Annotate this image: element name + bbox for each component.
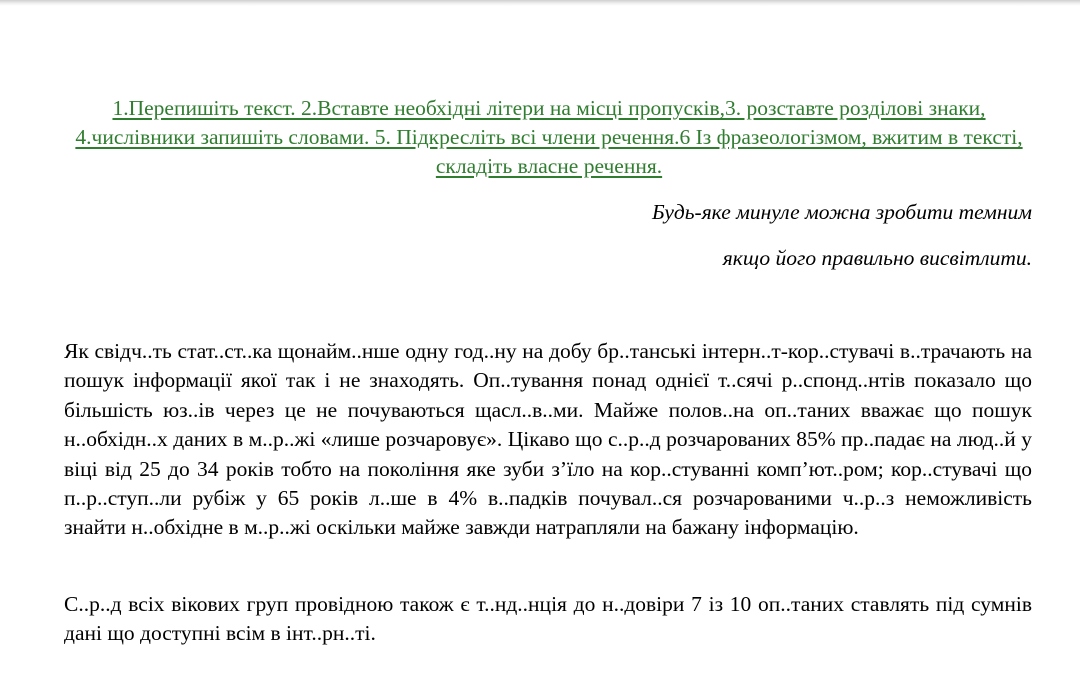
body-paragraph-2: С..р..д всіх вікових груп провідною також є т..нд..нція до н..довіри 7 із 10 оп..таних ставлять під сумнів дані що доступні всім в інт..рн..ті.	[64, 592, 1032, 646]
task-instructions: 1.Перепишіть текст. 2.Вставте необхідні літери на місці пропусків,3. розставте розділові знаки, 4.числівники запишіть словами. 5. Підкресліть всі члени речення.6 Із фразеологізмом, вжитим в тексті, складіть власне речення.	[75, 96, 1023, 178]
epigraph-line-2: якщо його правильно висвітлити.	[722, 246, 1032, 270]
body-paragraph-1: Як свідч..ть стат..ст..ка щонайм..нше одну год..ну на добу бр..танські інтерн..т-кор..стувачі в..трачають на пошук інформації якої так і не знаходять. Оп..тування понад однієї т..сячі р..спонд..нтів показало що більшість юз..ів через це не почуваються щасл..в..ми. Майже полов..на оп..таних вважає що пошук н..обхідн..х даних в м..р..жі «лише розчаровує». Цікаво що с..р..д розчарованих 85% пр..падає на люд..й у віці від 25 до 34 років тобто на покоління яке зуби з’їло на кор..стуванні комп’ют..ром; кор..стувачі що п..р..ступ..ли рубіж у 65 років л..ше в 4% в..падків почувал..ся розчарованими ч..р..з неможливість знайти н..обхідне в м..р..жі оскільки майже завжди натрапляли на бажану інформацію.	[64, 339, 1032, 540]
epigraph-line-1: Будь-яке минуле можна зробити темним	[651, 200, 1032, 224]
